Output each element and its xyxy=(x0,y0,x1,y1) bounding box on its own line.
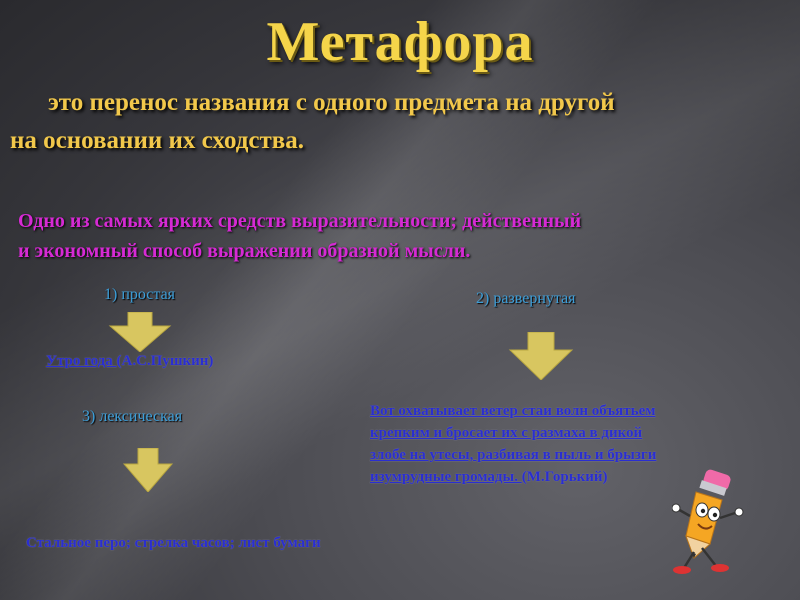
definition-line-1: это перенос названия с одного предмета на другой xyxy=(48,89,615,116)
arrow-down-icon xyxy=(508,332,574,380)
example-lexical: Стальное перо; стрелка часов; лист бумаги xyxy=(26,535,321,551)
type-label-extended: 2) развернутая xyxy=(476,290,576,307)
type-label-simple: 1) простая xyxy=(104,286,176,303)
definition-line-2: на основании их сходства. xyxy=(10,127,305,154)
description-line-2: и экономный способ выражении образной мысли. xyxy=(18,240,471,262)
description-line-1: Одно из самых ярких средств выразительности; действенный xyxy=(18,210,582,232)
example-extended-line-2: крепким и бросает их с размаха в дикой xyxy=(370,425,643,441)
type-label-lexical: 3) лексическая xyxy=(82,408,183,425)
description-text xyxy=(18,206,790,266)
example-simple-author: (А.С.Пушкин) xyxy=(116,353,214,369)
example-simple xyxy=(46,350,213,372)
arrow-down-icon xyxy=(122,448,174,492)
pencil-character-icon xyxy=(672,468,752,578)
slide-title: Метафора xyxy=(266,11,534,73)
example-extended-line-1: Вот охватывает ветер стаи волн объятьем xyxy=(370,403,656,419)
arrow-down-icon xyxy=(108,312,172,352)
example-extended-line-3: злобе на утесы, разбивая в пыль и брызги xyxy=(370,447,657,463)
example-extended-author: (М.Горький) xyxy=(521,469,608,485)
example-simple-phrase: Утро года xyxy=(46,353,117,369)
definition-text xyxy=(10,84,770,160)
example-extended-line-4: изумрудные громады. (М.Горький) xyxy=(370,469,608,485)
example-extended xyxy=(370,400,656,488)
